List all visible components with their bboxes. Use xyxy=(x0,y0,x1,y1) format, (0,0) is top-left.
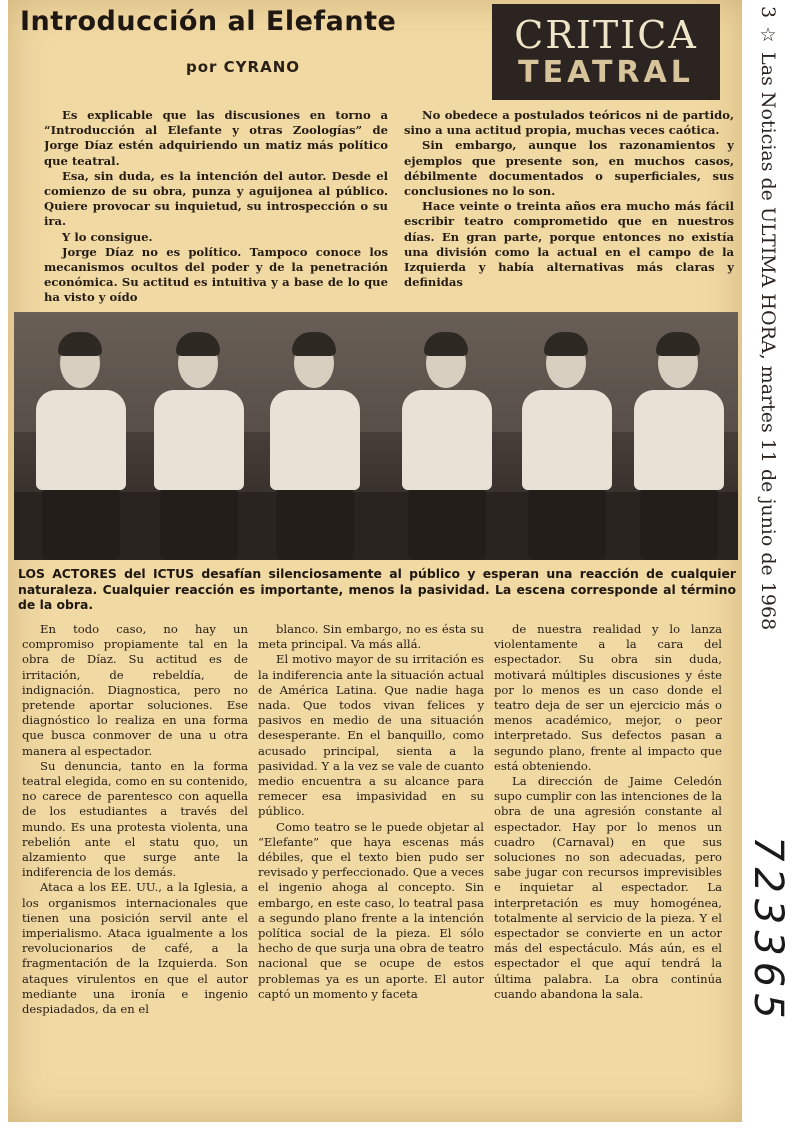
actors-photo xyxy=(14,312,738,560)
paragraph: Su denuncia, tanto en la forma teatral elegida, como en su contenido, no carece de parentesco con aquella de los estudiantes a través del mundo. Es una protesta violenta, una rebelión ante el statu quo, un alzamiento que surge ante la indiferencia de los demás. xyxy=(22,758,248,880)
article-headline: Introducción al Elefante xyxy=(20,6,397,37)
intro-column-1 xyxy=(44,108,388,308)
body-column-2 xyxy=(258,622,484,1118)
section-subtitle: TEATRAL xyxy=(518,55,694,90)
actor-figure xyxy=(624,330,734,560)
body-column-3 xyxy=(494,622,722,1118)
actor-figure xyxy=(144,330,254,560)
actor-figure xyxy=(260,330,370,560)
intro-column-2 xyxy=(404,108,734,308)
actor-figure xyxy=(26,330,136,560)
paragraph: En todo caso, no hay un compromiso propiamente tal en la obra de Díaz. Su actitud es de irritación, de rebeldía, de indignación. Diagnostica, pero no pretende aportar soluciones. Ese diagnóstico lo realiza en una forma que busca conmover de una u otra manera al espectador. xyxy=(22,622,248,758)
section-banner xyxy=(492,4,720,100)
paragraph: Esa, sin duda, es la intención del autor. Desde el comienzo de su obra, punza y aguijonea al público. Quiere provocar su inquietud, su introspección o su ira. xyxy=(44,168,388,229)
paragraph: de nuestra realidad y lo lanza violentamente a la cara del espectador. Su obra sin duda, motivará múltiples discusiones y éste por lo menos es un caso donde el teatro deja de ser un ejercicio más o menos académico, mejor, o peor interpretado. Sus defectos pasan a segundo plano, frente al impacto que está obteniendo. xyxy=(494,622,722,773)
article-byline: por CYRANO xyxy=(186,58,300,76)
body-column-1 xyxy=(22,622,248,1118)
paragraph: blanco. Sin embargo, no es ésta su meta principal. Va más allá. xyxy=(258,622,484,652)
actor-figure xyxy=(512,330,622,560)
archive-number: 723365 xyxy=(745,835,791,1025)
actor-figure xyxy=(392,330,502,560)
section-title: CRITICA xyxy=(514,13,698,57)
paragraph: La dirección de Jaime Celedón supo cumplir con las intenciones de la obra de una agresión constante al espectador. Hay por lo menos un cuadro (Carnaval) en que sus soluciones no son adecuadas, pero sabe jugar con recursos imprevisibles e inquietar al espectador. La interpretación es muy homogénea, totalmente al servicio de la pieza. Y el espectador se convierte en un actor más del espectáculo. Más aún, es el espectador el que aquí tendrá la última palabra. La obra continúa cuando abandona la sala. xyxy=(494,774,722,1001)
paragraph: Sin embargo, aunque los razonamientos y ejemplos que presente son, en muchos casos, débilmente documentados o superficiales, sus conclusiones no lo son. xyxy=(404,138,734,199)
paragraph: Es explicable que las discusiones en torno a “Introducción al Elefante y otras Zoologías” de Jorge Díaz estén adquiriendo un matiz más político que teatral. xyxy=(44,108,388,168)
newspaper-clipping xyxy=(8,0,742,1122)
paragraph: Como teatro se le puede objetar al “Elefante” que haya escenas más débiles, que el texto bien pudo ser revisado y perfeccionado. Que a veces el ingenio ahoga al concepto. Sin embargo, en este caso, lo teatral pasa a segundo plano frente a la intención política social de la pieza. El sólo hecho de que surja una obra de teatro nacional que se ocupe de estos problemas ya es un aporte. El autor captó un momento y faceta xyxy=(258,819,484,1001)
paragraph: Ataca a los EE. UU., a la Iglesia, a los organismos internacionales que tienen una posición servil ante el imperialismo. Ataca igualmente a los revolucionarios de café, a la fragmentación de la Izquierda. Son ataques virulentos en que el autor mediante una ironía e ingenio despiadados, da en el xyxy=(22,880,248,1017)
paragraph: El motivo mayor de su irritación es la indiferencia ante la situación actual de América Latina. Que nadie haga nada. Que todos vivan felices y pasivos en medio de una situación desesperante. En el banquillo, como acusado principal, sienta a la pasividad. Y a la vez se vale de cuanto medio encuentra a su alcance para remecer esa impasividad en su público. xyxy=(258,652,484,819)
paragraph: No obedece a postulados teóricos ni de partido, sino a una actitud propia, muchas veces caótica. xyxy=(404,108,734,138)
masthead-text: 3 ☆ Las Noticias de ULTIMA HORA, martes 11 de junio de 1968 xyxy=(757,6,779,631)
paragraph: Hace veinte o treinta años era mucho más fácil escribir teatro comprometido que en nuestros días. En gran parte, porque entonces no existía una división como la actual en el campo de la Izquierda y había alternativas más claras y definidas xyxy=(404,199,734,290)
handwritten-archive-number xyxy=(740,820,796,1040)
paragraph: Jorge Díaz no es político. Tampoco conoce los mecanismos ocultos del poder y de la penetración económica. Su actitud es intuitiva y a base de lo que ha visto y oído xyxy=(44,244,388,305)
photo-caption: LOS ACTORES del ICTUS desafían silenciosamente al público y esperan una reacción de cualquier naturaleza. Cualquier reacción es importante, menos la pasividad. La escena corresponde al término de la obra. xyxy=(18,566,736,612)
paragraph: Y lo consigue. xyxy=(62,229,153,244)
